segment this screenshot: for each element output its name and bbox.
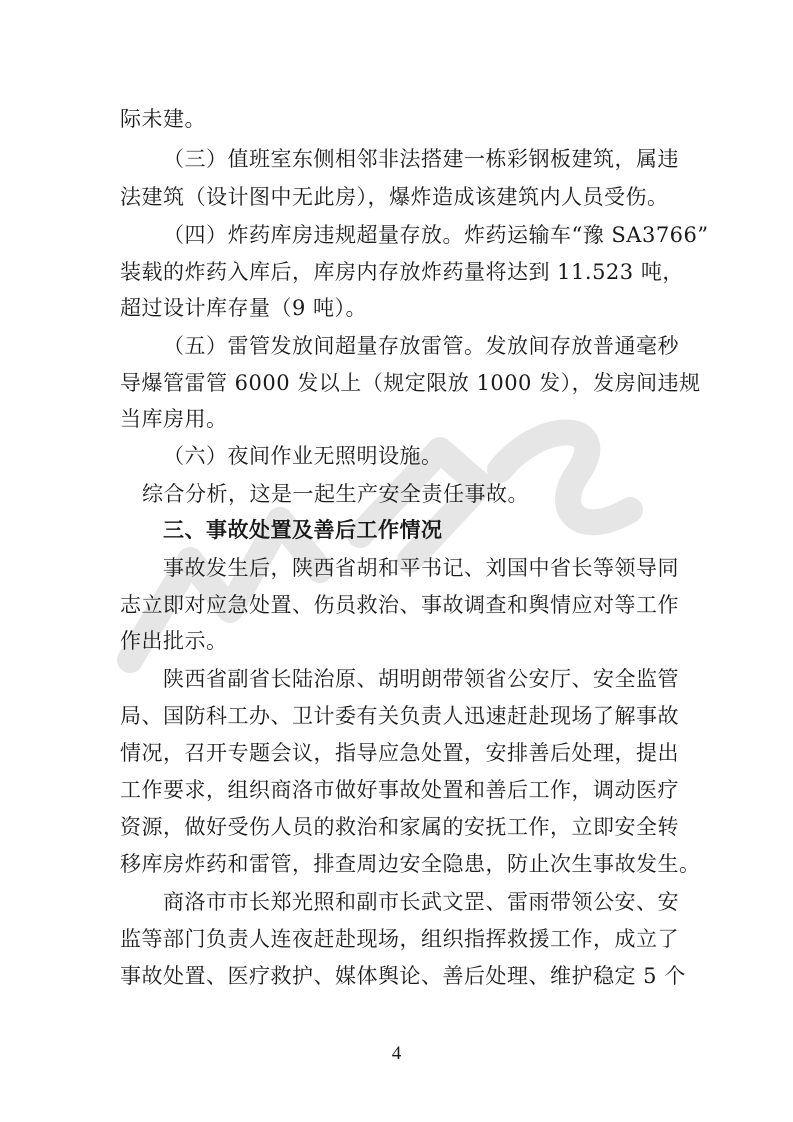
- text-line-item-three: （三）值班室东侧相邻非法搭建一栋彩钢板建筑，属违: [163, 147, 679, 171]
- text-line-para-2-cont-2: 情况，召开专题会议，指导应急处置，安排善后处理，提出: [120, 741, 679, 765]
- text-line-item-four-cont-1: 装载的炸药入库后，库房内存放炸药量将达到 11.523 吨，: [120, 260, 684, 284]
- text-line-item-five-cont-1: 导爆管雷管 6000 发以上（规定限放 1000 发），发房间违规: [120, 371, 701, 395]
- text-line-item-four: （四）炸药库房违规超量存放。炸药运输车“豫 SA3766”: [163, 223, 709, 247]
- text-line-para-2: 陕西省副省长陆治原、胡明朗带领省公安厅、安全监管: [163, 667, 679, 691]
- text-line-para-2-cont-1: 局、国防科工办、卫计委有关负责人迅速赶赴现场了解事故: [120, 704, 679, 728]
- text-line-para-3: 商洛市市长郑光照和副市长武文罡、雷雨带领公安、安: [163, 890, 679, 914]
- text-line-item-five: （五）雷管发放间超量存放雷管。发放间存放普通毫秒: [163, 334, 679, 358]
- text-line-item-three-cont: 法建筑（设计图中无此房），爆炸造成该建筑内人员受伤。: [120, 185, 669, 209]
- text-line-para-1-cont-2: 作出批示。: [120, 629, 228, 653]
- text-line-para-3-cont-1: 监等部门负责人连夜赶赴现场，组织指挥救援工作，成立了: [120, 927, 679, 951]
- text-line-para-3-cont-2: 事故处置、医疗救护、媒体舆论、善后处理、维护稳定 5 个: [120, 964, 686, 988]
- text-line-para-2-cont-4: 资源，做好受伤人员的救治和家属的安抚工作，立即安全转: [120, 815, 679, 839]
- text-line-para-1: 事故发生后，陕西省胡和平书记、刘国中省长等领导同: [163, 556, 679, 580]
- text-line-continuation: 际未建。: [120, 107, 206, 131]
- text-line-item-six: （六）夜间作业无照明设施。: [163, 444, 443, 468]
- page-number: 4: [391, 1043, 402, 1064]
- text-line-para-2-cont-3: 工作要求，组织商洛市做好事故处置和善后工作，调动医疗: [120, 778, 679, 802]
- text-line-item-four-cont-2: 超过设计库存量（9 吨）。: [120, 296, 368, 320]
- text-line-item-five-cont-2: 当库房用。: [120, 407, 228, 431]
- text-line-para-1-cont-1: 志立即对应急处置、伤员救治、事故调查和舆情应对等工作: [120, 593, 679, 617]
- text-line-para-2-cont-5: 移库房炸药和雷管，排查周边安全隐患，防止次生事故发生。: [120, 852, 701, 876]
- section-heading-three: 三、事故处置及善后工作情况: [163, 517, 443, 542]
- text-line-summary: 综合分析，这是一起生产安全责任事故。: [142, 482, 529, 506]
